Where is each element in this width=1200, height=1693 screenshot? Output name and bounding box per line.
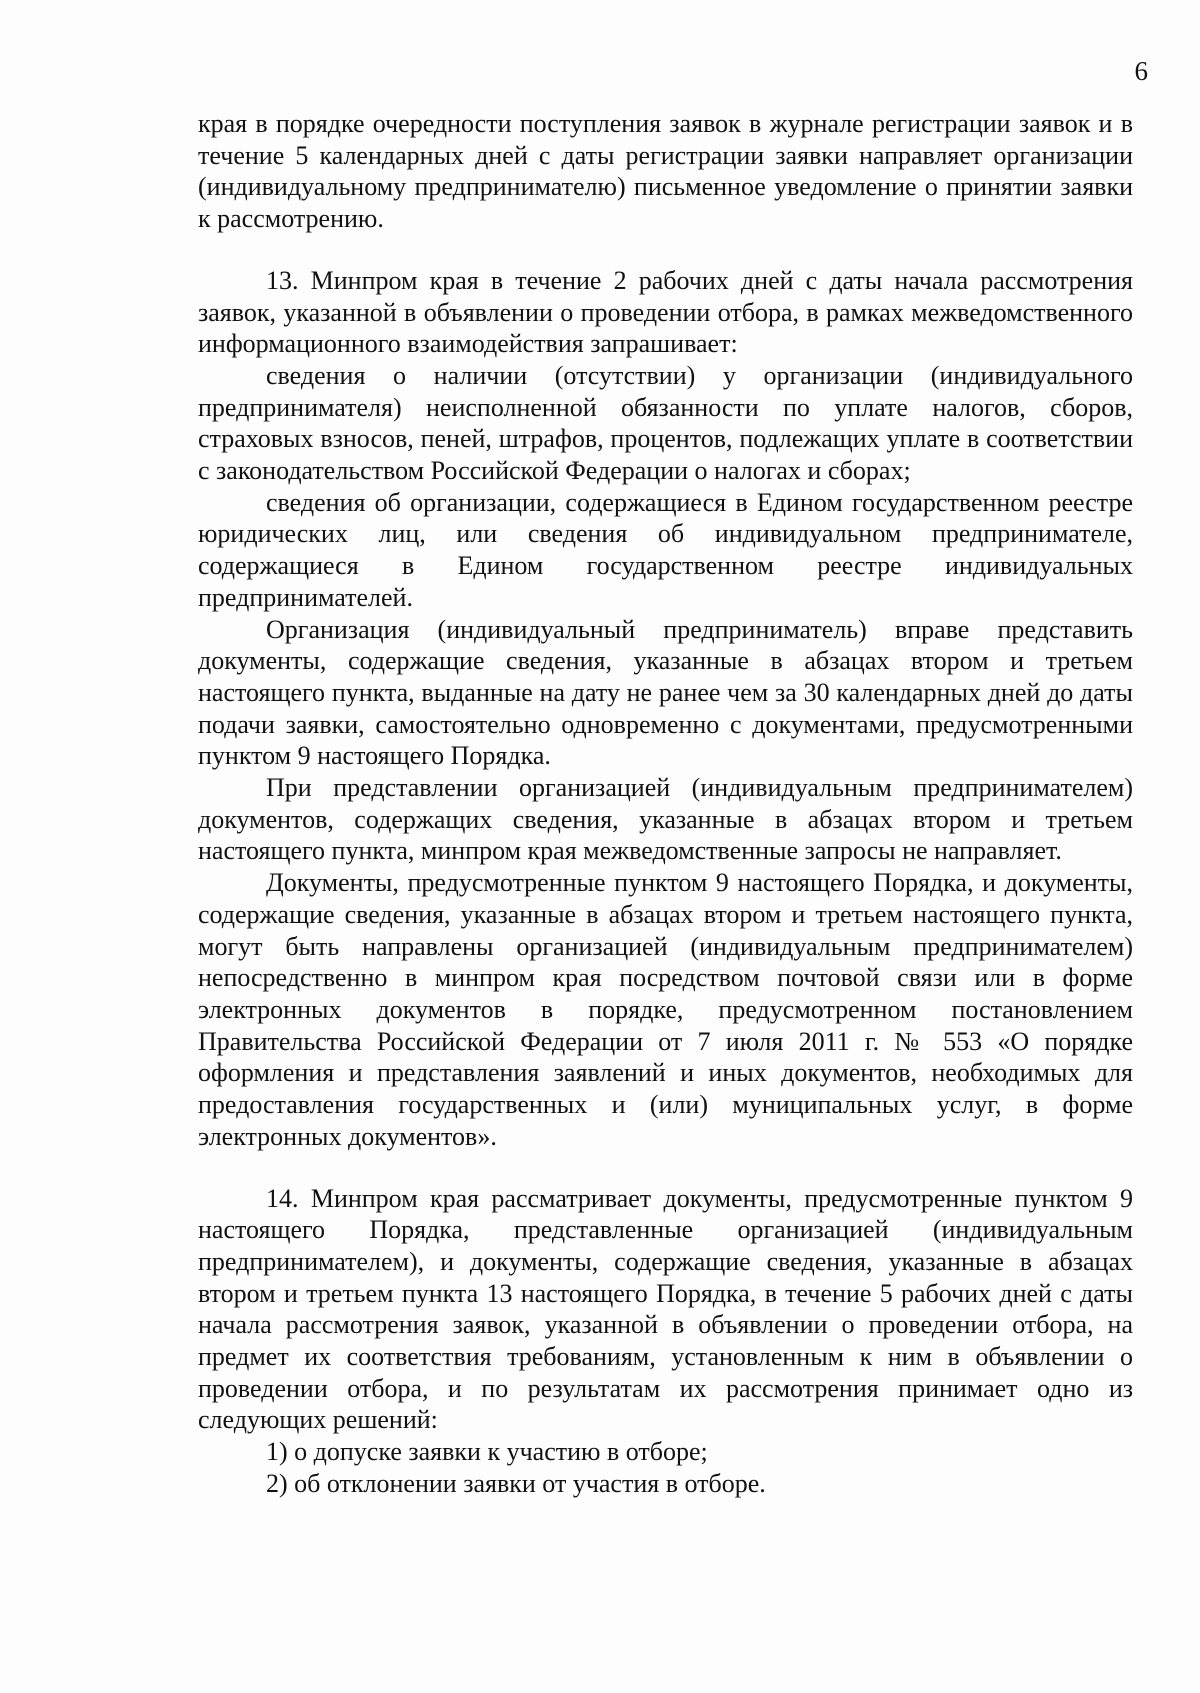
paragraph-no-requests: При представлении организацией (индивидуальным предпринимателем) документов, содержащих сведения, указанные в абзацах втором и третьем настоящего пункта, минпром края межведомственные запросы не направляет. — [198, 773, 1133, 866]
paragraph-tax-info: сведения о наличии (отсутствии) у организации (индивидуального предпринимателя) неисполненной обязанности по уплате налогов, сборов, страховых взносов, пеней, штрафов, процентов, подлежащих уплате в соответствии с законодательством Российской Федерации о налогах и сборах; — [198, 360, 1133, 486]
paragraph-continuation: края в порядке очередности поступления заявок в журнале регистрации заявок и в течение 5 календарных дней с даты регистрации заявки направляет организации (индивидуальному предпринимателю) письменное уведомление о принятии заявки к рассмотрению. — [198, 109, 1133, 234]
list-item-admit: 1) о допуске заявки к участию в отборе; — [266, 1437, 708, 1467]
paragraph-registry-info: сведения об организации, содержащиеся в Едином государственном реестре юридических лиц, или сведения об индивидуальном предпринимателе, содержащиеся в Едином государственном реестре индивидуальных предпринимателей. — [198, 487, 1133, 612]
paragraph-self-submission: Организация (индивидуальный предприниматель) вправе представить документы, содержащие сведения, указанные в абзацах втором и третьем настоящего пункта, выданные на дату не ранее чем за 30 календарных дней до даты подачи заявки, самостоятельно одновременно с документами, предусмотренными пунктом 9 настоящего Порядка. — [198, 614, 1133, 771]
paragraph-item-13: 13. Минпром края в течение 2 рабочих дней с даты начала рассмотрения заявок, указанной в объявлении о проведении отбора, в рамках межведомственного информационного взаимодействия запрашивает: — [198, 265, 1133, 359]
page-number: 6 — [1134, 56, 1148, 86]
list-item-reject: 2) об отклонении заявки от участия в отборе. — [266, 1468, 766, 1498]
paragraph-item-14: 14. Минпром края рассматривает документы, предусмотренные пунктом 9 настоящего Порядка, представленные организацией (индивидуальным предпринимателем), и документы, содержащие сведения, указанные в абзацах втором и третьем пункта 13 настоящего Порядка, в течение 5 рабочих дней с даты начала рассмотрения заявок, указанной в объявлении о проведении отбора, на предмет их соответствия требованиям, установленным к ним в объявлении о проведении отбора, и по результатам их рассмотрения принимает одно из следующих решений: — [198, 1183, 1133, 1435]
document-body — [198, 108, 1133, 1500]
paragraph-submission-methods: Документы, предусмотренные пунктом 9 настоящего Порядка, и документы, содержащие сведения, указанные в абзацах втором и третьем настоящего пункта, могут быть направлены организацией (индивидуальным предпринимателем) непосредственно в минпром края посредством почтовой связи или в форме электронных документов в порядке, предусмотренном постановлением Правительства Российской Федерации от 7 июля 2011 г. № 553 «О порядке оформления и представления заявлений и иных документов, необходимых для предоставления государственных и (или) муниципальных услуг, в форме электронных документов». — [198, 868, 1133, 1151]
